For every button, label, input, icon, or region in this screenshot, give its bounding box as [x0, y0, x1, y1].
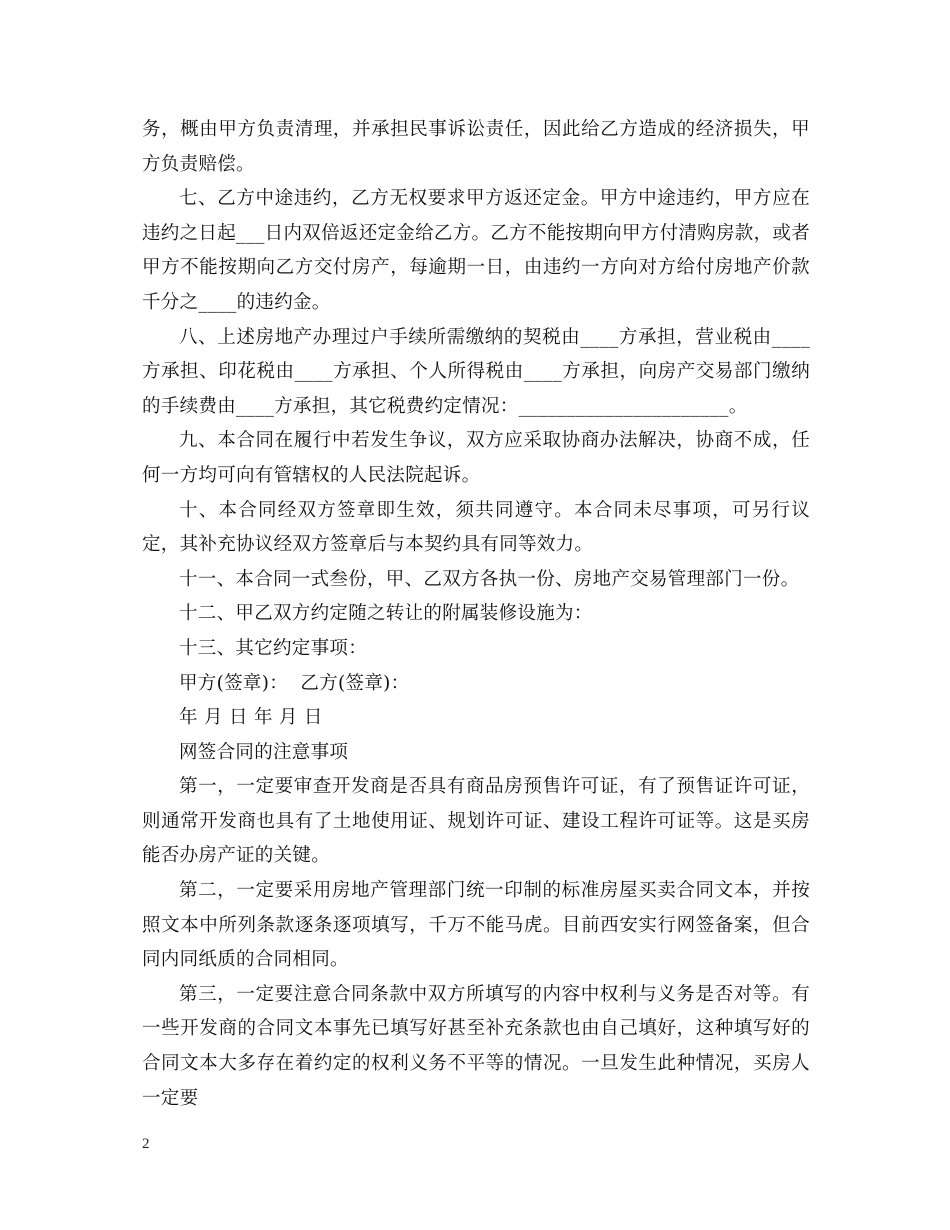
note-3: 第三，一定要注意合同条款中双方所填写的内容中权利与义务是否对等。有一些开发商的合同文本事先已填写好甚至补充条款也由自己填好，这种填写好的合同文本大多存在着约定的权利义务不平等的情况。一旦发生此种情况，买房人一定要 — [142, 983, 810, 1109]
note-2: 第二，一定要采用房地产管理部门统一印制的标准房屋买卖合同文本，并按照文本中所列条款逐条逐项填写，千万不能马虎。目前西安实行网签备案，但合同内同纸质的合同相同。 — [142, 880, 810, 971]
clause-10: 十、本合同经双方签章即生效，须共同遵守。本合同未尽事项，可另行议定，其补充协议经双方签章后与本契约具有同等效力。 — [142, 499, 810, 556]
date-line: 年 月 日 年 月 日 — [179, 707, 323, 729]
page-number: 2 — [142, 1136, 150, 1152]
signature-line: 甲方(签章)： 乙方(签章)： — [179, 672, 410, 694]
clause-11: 十一、本合同一式叁份，甲、乙双方各执一份、房地产交易管理部门一份。 — [179, 568, 800, 590]
document-body — [142, 113, 810, 1116]
paragraph-continued: 务，概由甲方负责清理，并承担民事诉讼责任，因此给乙方造成的经济损失，甲方负责赔偿。 — [142, 119, 810, 175]
clause-8: 八、上述房地产办理过户手续所需缴纳的契税由____方承担，营业税由____方承担、印花税由____方承担、个人所得税由____方承担，向房产交易部门缴纳的手续费由____方承担，其它税费约定情况：______________________。 — [142, 326, 810, 417]
clause-9: 九、本合同在履行中若发生争议，双方应采取协商办法解决，协商不成，任何一方均可向有管辖权的人民法院起诉。 — [142, 430, 810, 486]
section-heading: 网签合同的注意事项 — [179, 741, 349, 763]
note-1: 第一，一定要审查开发商是否具有商品房预售许可证，有了预售证许可证，则通常开发商也具有了土地使用证、规划许可证、建设工程许可证等。这是买房能否办房产证的关键。 — [142, 776, 810, 867]
clause-12: 十二、甲乙双方约定随之转让的附属装修设施为： — [179, 603, 593, 625]
clause-7: 七、乙方中途违约，乙方无权要求甲方返还定金。甲方中途违约，甲方应在违约之日起___日内双倍返还定金给乙方。乙方不能按期向甲方付清购房款，或者甲方不能按期向乙方交付房产，每逾期一日，由违约一方向对方给付房地产价款千分之____的违约金。 — [142, 188, 810, 313]
clause-13: 十三、其它约定事项： — [179, 637, 368, 659]
